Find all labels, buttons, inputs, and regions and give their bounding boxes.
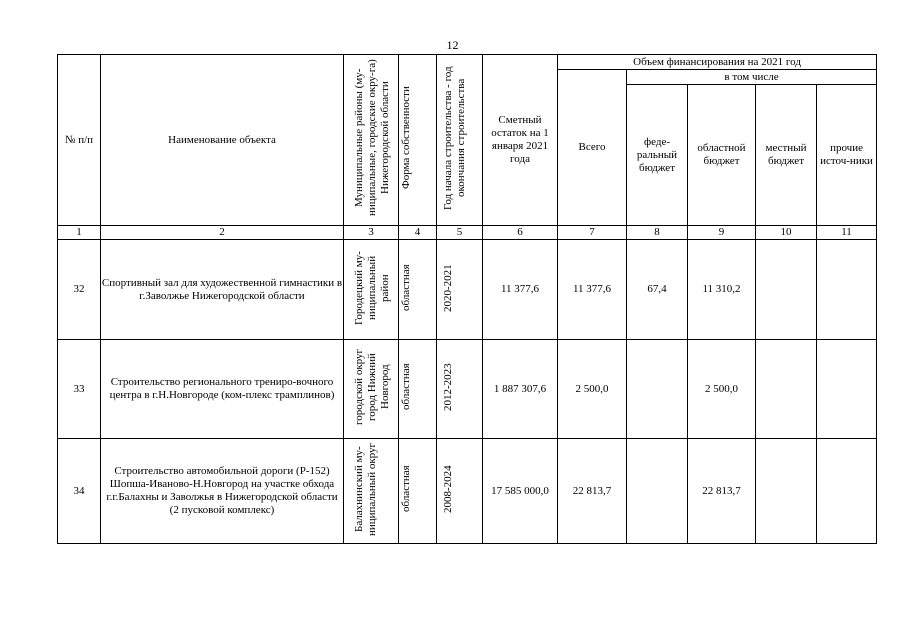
- table-row: [58, 240, 877, 340]
- row-local: [756, 439, 817, 544]
- row-ownership: областная: [399, 264, 412, 311]
- row-total: 22 813,7: [558, 439, 627, 544]
- row-federal: 67,4: [627, 240, 688, 340]
- row-num: 32: [58, 240, 101, 340]
- row-remainder: 11 377,6: [483, 240, 558, 340]
- col-number: 4: [399, 226, 437, 240]
- header-federal: феде-ральный бюджет: [627, 85, 688, 226]
- col-number: 3: [344, 226, 399, 240]
- page-number: 12: [446, 38, 459, 52]
- col-number: 2: [101, 226, 344, 240]
- row-district: городской округ город Нижний Новгород: [353, 348, 391, 426]
- row-total: 2 500,0: [558, 340, 627, 439]
- row-num: 33: [58, 340, 101, 439]
- row-years: 2020-2021: [441, 263, 454, 312]
- row-name: Строительство автомобильной дороги (Р-152) Шопша-Иваново-Н.Новгород на участке обхода г.г.Балахны и Заволжья в Нижегородской области (2 пусковой комплекс): [101, 439, 344, 544]
- row-years-cell: [437, 340, 483, 439]
- col-number: 6: [483, 226, 558, 240]
- row-other: [817, 240, 877, 340]
- row-district-cell: [344, 340, 399, 439]
- header-district: Муниципальные районы (му-ниципальные, городские окру-га) Нижегородской области: [353, 59, 391, 217]
- row-ownership: областная: [399, 363, 412, 411]
- row-years: 2008-2024: [441, 465, 454, 513]
- row-num: 34: [58, 439, 101, 544]
- row-years-cell: [437, 439, 483, 544]
- col-number: 8: [627, 226, 688, 240]
- header-total: Всего: [558, 70, 627, 226]
- row-federal: [627, 340, 688, 439]
- header-years-cell: [437, 55, 483, 226]
- row-other: [817, 439, 877, 544]
- row-remainder: 17 585 000,0: [483, 439, 558, 544]
- row-regional: 22 813,7: [688, 439, 756, 544]
- col-number: 11: [817, 226, 877, 240]
- table-row: [58, 439, 877, 544]
- header-ownership-cell: [399, 55, 437, 226]
- table-row: [58, 340, 877, 439]
- row-regional: 2 500,0: [688, 340, 756, 439]
- row-name: Спортивный зал для художественной гимнастики в г.Заволжье Нижегородской области: [101, 240, 344, 340]
- row-name: Строительство регионального трениро-вочного центра в г.Н.Новгороде (ком-плекс трамплинов): [101, 340, 344, 439]
- row-ownership-cell: [399, 240, 437, 340]
- row-ownership-cell: [399, 340, 437, 439]
- row-total: 11 377,6: [558, 240, 627, 340]
- header-local: местный бюджет: [756, 85, 817, 226]
- header-funding-group: Объем финансирования на 2021 год: [558, 55, 877, 70]
- row-regional: 11 310,2: [688, 240, 756, 340]
- header-num: № п/п: [58, 55, 101, 226]
- row-district-cell: [344, 240, 399, 340]
- row-other: [817, 340, 877, 439]
- header-remainder: Сметный остаток на 1 января 2021 года: [483, 55, 558, 226]
- row-years-cell: [437, 240, 483, 340]
- row-federal: [627, 439, 688, 544]
- row-district-cell: [344, 439, 399, 544]
- col-number: 10: [756, 226, 817, 240]
- row-local: [756, 340, 817, 439]
- row-remainder: 1 887 307,6: [483, 340, 558, 439]
- row-ownership: областная: [399, 465, 412, 513]
- col-number: 7: [558, 226, 627, 240]
- row-ownership-cell: [399, 439, 437, 544]
- row-local: [756, 240, 817, 340]
- col-number: 1: [58, 226, 101, 240]
- header-years: Год начала строительства - год окончания строительства: [441, 66, 467, 210]
- header-district-cell: [344, 55, 399, 226]
- header-including: в том числе: [627, 70, 877, 85]
- header-regional: областной бюджет: [688, 85, 756, 226]
- header-ownership: Форма собственности: [399, 86, 412, 190]
- col-number: 9: [688, 226, 756, 240]
- header-other: прочие источ-ники: [817, 85, 877, 226]
- row-district: Городецкий му-ниципальный район: [353, 250, 391, 325]
- row-district: Балахнинский му-ниципальный округ: [353, 442, 378, 536]
- header-name: Наименование объекта: [101, 55, 344, 226]
- row-years: 2012-2023: [441, 363, 454, 411]
- col-number: 5: [437, 226, 483, 240]
- financing-table: [57, 54, 877, 544]
